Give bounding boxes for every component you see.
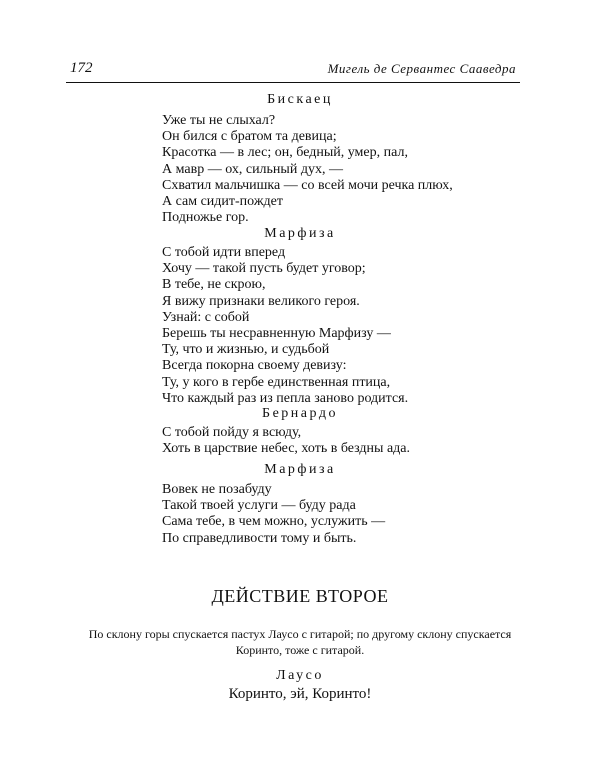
verse-line: Хоть в царствие небес, хоть в бездны ада. — [162, 441, 411, 457]
stage-direction-line: По склону горы спускается пастух Лаусо с гитарой; по другому склону спускается — [88, 627, 512, 641]
verse-line: Что каждый раз из пепла заново родится. — [162, 390, 409, 406]
stage-direction — [60, 626, 540, 658]
page-number: 172 — [70, 60, 93, 76]
verse-line: Я вижу признаки великого героя. — [162, 293, 360, 309]
verse-line: В тебе, не скрою, — [162, 277, 266, 293]
verse-line: Подножье гор. — [162, 210, 249, 226]
speaker-name: Марфиза — [264, 226, 336, 241]
speaker-name: Бернардо — [262, 406, 338, 421]
verse-line: По справедливости тому и быть. — [162, 530, 357, 546]
verse-line: Хочу — такой пусть будет уговор; — [162, 261, 366, 277]
verse-block — [162, 245, 408, 407]
verse-line: Коринто, эй, Коринто! — [228, 686, 372, 702]
speaker-name: Бискаец — [267, 92, 333, 107]
stage-direction-line: Коринто, тоже с гитарой. — [235, 643, 365, 657]
running-title: Мигель де Сервантес Сааведра — [327, 61, 516, 76]
verse-line: Красотка — в лес; он, бедный, умер, пал, — [162, 145, 408, 161]
speaker-name: Лаусо — [276, 668, 324, 683]
verse-line: С тобой идти вперед — [162, 245, 286, 260]
verse-line: С тобой пойду я всюду, — [162, 425, 302, 440]
act-title: ДЕЙСТВИЕ ВТОРОЕ — [211, 586, 389, 606]
verse-block — [162, 113, 453, 226]
verse-line: А мавр — ох, сильный дух, — — [162, 161, 343, 177]
verse-line: Ту, что и жизнью, и судьбой — [162, 342, 330, 358]
verse-line: Он бился с братом та девица; — [162, 129, 337, 145]
verse-line: Узнай: с собой — [162, 309, 250, 325]
verse-line: Уже ты не слыхал? — [162, 113, 276, 128]
verse-line: Вовек не позабуду — [162, 482, 272, 497]
verse-line: Сама тебе, в чем можно, услужить — — [162, 514, 386, 530]
speaker-name: Марфиза — [264, 462, 336, 477]
verse-line: Такой твоей услуги — буду рада — [162, 498, 356, 514]
verse-block — [162, 425, 410, 457]
verse-line: Схватил мальчишка — со всей мочи речка плюх, — [162, 177, 453, 193]
verse-line: Всегда покорна своему девизу: — [162, 358, 347, 374]
verse-line: А сам сидит-пождет — [162, 194, 283, 210]
verse-line: Ту, у кого в гербе единственная птица, — [162, 374, 391, 390]
verse-line: Берешь ты несравненную Марфизу — — [162, 326, 391, 342]
page-header — [66, 58, 520, 83]
verse-block — [162, 482, 385, 547]
